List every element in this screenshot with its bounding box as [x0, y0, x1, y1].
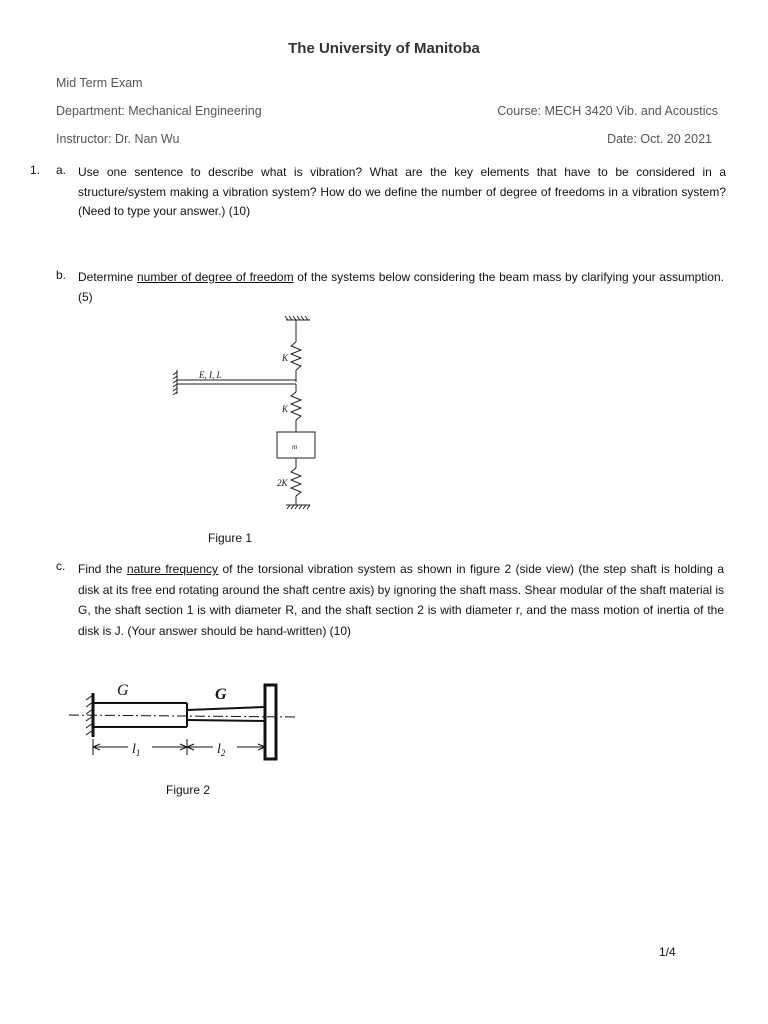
spring-mid-label: K	[282, 404, 289, 414]
part-c-label: c.	[56, 559, 66, 573]
figure-1-caption: Figure 1	[208, 531, 253, 545]
part-c-text	[78, 559, 724, 641]
part-b-underlined: number of degree of freedom	[136, 270, 294, 284]
length-1-subscript: 1	[135, 748, 141, 758]
part-a-text: Use one sentence to describe what is vibration? What are the key elements that have to be considered in a structure/system making a vibration system? How do we define the number of degree of freedoms in a vibration system? (Need to type your answer.) (10)	[78, 165, 726, 218]
mass-label: m	[292, 443, 298, 451]
page-number: 1/4	[659, 945, 676, 959]
length-1-letter: l	[132, 742, 136, 757]
part-c-post: of the torsional vibration system as shown in figure 2 (side view) (the step shaft is holding a disk at its free end rotating around the shaft centre axis) by ignoring the shaft mass. Shear modular of the shaft material is G, the shaft section 1 is with diameter R, and the shaft section 2 is with diameter r, and the mass motion of inertia of the disk is J. (Your answer should be hand-written) (10)	[78, 562, 724, 638]
instructor: Instructor: Dr. Nan Wu	[56, 132, 180, 146]
part-a-label: a.	[56, 163, 67, 177]
exam-date: Date: Oct. 20 2021	[607, 132, 712, 146]
part-b-post: of the systems below considering the beam mass by clarifying your assumption. (5)	[78, 270, 724, 304]
question-number: 1.	[30, 163, 41, 177]
figure-1-diagram	[165, 310, 335, 515]
figure-2-diagram	[65, 675, 305, 770]
course: Course: MECH 3420 Vib. and Acoustics	[497, 104, 718, 118]
length-2-subscript: 2	[220, 748, 226, 758]
part-b-pre: Determine	[78, 270, 137, 284]
figure-2-caption: Figure 2	[166, 783, 211, 797]
shaft-2-modulus: G	[215, 686, 227, 703]
part-c-pre: Find the	[78, 562, 127, 576]
part-b-label: b.	[56, 268, 67, 282]
part-c-underlined: nature frequency	[126, 562, 219, 576]
beam-label: E, I, L	[199, 370, 222, 380]
length-2-letter: l	[217, 742, 221, 757]
department: Department: Mechanical Engineering	[56, 104, 262, 118]
page-title: The University of Manitoba	[288, 40, 480, 57]
exam-type: Mid Term Exam	[56, 76, 143, 90]
part-b-text	[78, 268, 724, 307]
spring-top-label: K	[282, 353, 289, 363]
shaft-1-modulus: G	[117, 682, 129, 699]
spring-bottom-label: 2K	[277, 478, 288, 488]
